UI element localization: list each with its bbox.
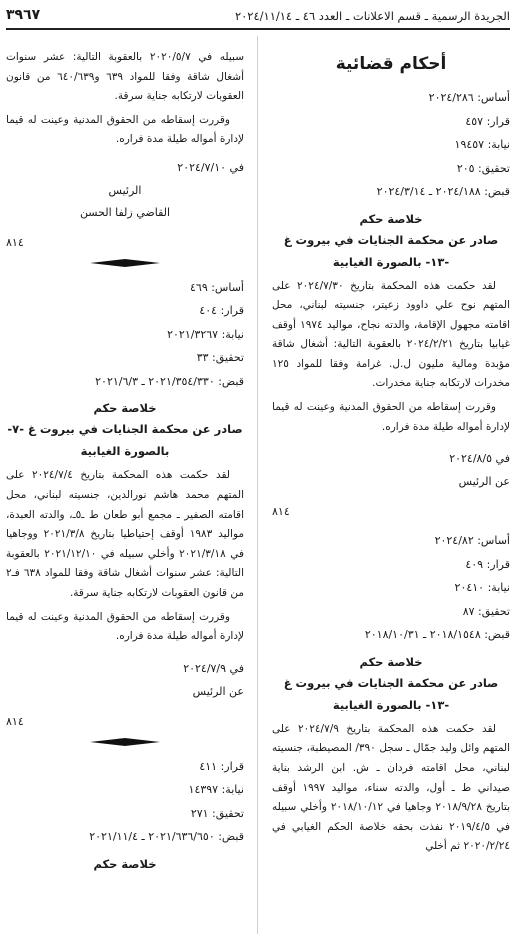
case-arrest: قبض: ٢٠٢١/٦٣٦/٦٥٠ ـ ٢٠٢١/١١/٤ <box>89 830 244 844</box>
gazette-title: الجريدة الرسمية ـ قسم الاعلانات ـ العدد ٤٦ ـ ٢٠٢٤/١١/١٤ <box>234 9 510 23</box>
case-block <box>272 86 510 523</box>
reference-code: ٨١٤ <box>6 235 24 249</box>
case-prosecution: نيابة: ٢٠٢١/٣٢٦٧ <box>167 327 244 341</box>
case-arrest: قبض: ٢٠٢١/٣٥٤/٣٣٠ ـ ٢٠٢١/٦/٣ <box>95 374 244 388</box>
reference-code: ٨١٤ <box>6 714 24 728</box>
page-header <box>6 6 510 30</box>
judgment-text: لقد حكمت هذه المحكمة بتاريخ ٢٠٢٤/٧/٩ على المتهم وائل وليد جمّال ـ سجل ٣٩٠/ المصيطبة، جنسيته لبناني، محل اقامته فردان ـ ش. ابن الرشد بناية صيداني ط ـ أول، والدته سناء، مواليد ١٩٩٧ أوقف بتاريخ ٢٠١٨/٩/٢٨ وجاهيا في ٢٠١٨/١٠/١٢ وأخلي سبيله في ٢٠١٩/٤/٥ نفذت بحقه خلاصة الحكم الغيابي في ٢٠٢٠/٢/٢٤ ثم أخلي <box>272 722 511 853</box>
summary-heading: خلاصة حكم <box>93 401 157 416</box>
court-heading: صادر عن محكمة الجنايات في بيروت غ -٧- بالصورة الغيابية <box>7 422 243 459</box>
summary-heading: خلاصة حكم <box>93 856 157 871</box>
case-investigation: تحقيق: ٢٧١ <box>190 806 244 820</box>
section-separator <box>6 737 244 747</box>
court-heading: صادر عن محكمة الجنايات في بيروت غ -١٣- بالصورة الغيابية <box>283 675 499 712</box>
case-investigation: تحقيق: ٣٣ <box>196 351 244 365</box>
case-decision: قرار: ٤٥٧ <box>465 114 510 128</box>
case-prosecution: نيابة: ١٩٤٥٧ <box>454 138 510 151</box>
case-decision: قرار: ٤٠٤ <box>199 304 244 318</box>
section-separator <box>6 258 244 268</box>
judgment-date: في ٢٠٢٤/٧/١٠ <box>177 160 244 174</box>
case-basis: أساس: ٢٠٢٤/٨٢ <box>434 534 510 548</box>
right-column <box>272 38 510 857</box>
president-label: الرئيس <box>108 183 142 197</box>
signature: عن الرئيس <box>458 475 510 489</box>
judgment-text-2: وقررت إسقاطه من الحقوق المدنية وعينت له قيما لإدارة أمواله طيلة مدة فراره. <box>6 113 244 146</box>
case-investigation: تحقيق: ٨٧ <box>462 604 510 618</box>
judgment-text-continued: سبيله في ٢٠٢٠/٥/٧ بالعقوبة التالية: عشر سنوات أشغال شاقة وفقا للمواد ٦٣٩ و٦٤٠/٦٣٩ من قانون العقوبات لارتكابه جناية سرقة. <box>6 51 244 103</box>
page-number: ٣٩٦٧ <box>6 7 41 23</box>
case-decision: قرار: ٤٠٩ <box>465 557 510 571</box>
reference-code: ٨١٤ <box>272 505 290 519</box>
judgment-date: في ٢٠٢٤/٨/٥ <box>449 452 510 466</box>
case-arrest: قبض: ٢٠٢٤/١٨٨ ـ ٢٠٢٤/٣/١٤ <box>376 185 510 198</box>
case-basis: أساس: ٤٦٩ <box>190 280 244 294</box>
judgment-date: في ٢٠٢٤/٧/٩ <box>183 661 244 675</box>
judgment-text: لقد حكمت هذه المحكمة بتاريخ ٢٠٢٤/٧/٣٠ على المتهم نوح علي داوود زعيتر، جنسيته لبناني، محل اقامته مجهول الإقامة، والدته نجاح، مواليد ١٩٧٤ أوقف غيابيا بتاريخ ٢٠٢٤/٢/٢١ بالعقوبة التالية: أشغال شاقة مؤبدة ومالية مليون ل.ل. غرامة وفقا للمواد ١٢٥ مخدرات لارتكابه جناية مخدرات. <box>272 279 511 390</box>
court-heading: صادر عن محكمة الجنايات في بيروت غ -١٣- بالصورة الغيابية <box>283 232 499 269</box>
case-decision: قرار: ٤١١ <box>199 759 244 773</box>
column-divider <box>257 36 258 934</box>
judgment-text-2: وقررت إسقاطه من الحقوق المدنية وعينت له قيما لإدارة أمواله طيلة مدة فراره. <box>272 401 510 433</box>
signature: عن الرئيس <box>192 684 244 698</box>
summary-heading: خلاصة حكم <box>359 211 423 226</box>
judgment-text-2: وقررت إسقاطه من الحقوق المدنية وعينت له قيما لإدارة أمواله طيلة مدة فراره. <box>6 610 244 643</box>
case-prosecution: نيابة: ٢٠٤١٠ <box>454 581 510 595</box>
case-block <box>6 276 244 733</box>
case-investigation: تحقيق: ٢٠٥ <box>456 161 510 175</box>
judgment-text: لقد حكمت هذه المحكمة بتاريخ ٢٠٢٤/٧/٤ على المتهم محمد هاشم نورالدين، جنسيته لبناني، محل اقامته الصفير ـ مجمع أبو طعان ط ـ٥ـ، والدته العبدة، مواليد ١٩٨٣ أوقف إحتياطيا بتاريخ ٢٠٢١/٣/٨ ووجاهيا في ٢٠٢١/٣/١٨ وأخلي سبيله في ٢٠٢١/١٢/١٠ بالعقوبة التالية: عشر سنوات أشغال شاقة وفقا للمواد ٦٣٨ فـ٢ من قانون العقوبات لارتكابه جناية سرقة. <box>6 469 244 600</box>
case-prosecution: نيابة: ١٤٣٩٧ <box>188 783 244 797</box>
left-column <box>6 38 244 874</box>
case-arrest: قبض: ٢٠١٨/١٥٤٨ ـ ٢٠١٨/١٠/٣١ <box>364 628 510 642</box>
case-block <box>6 755 244 874</box>
case-basis: أساس: ٢٠٢٤/٢٨٦ <box>428 91 510 104</box>
section-title: أحكام قضائية <box>335 54 447 74</box>
judge-name: القاضي زلفا الحسن <box>79 205 171 219</box>
case-block <box>272 529 510 857</box>
summary-heading: خلاصة حكم <box>359 654 423 669</box>
